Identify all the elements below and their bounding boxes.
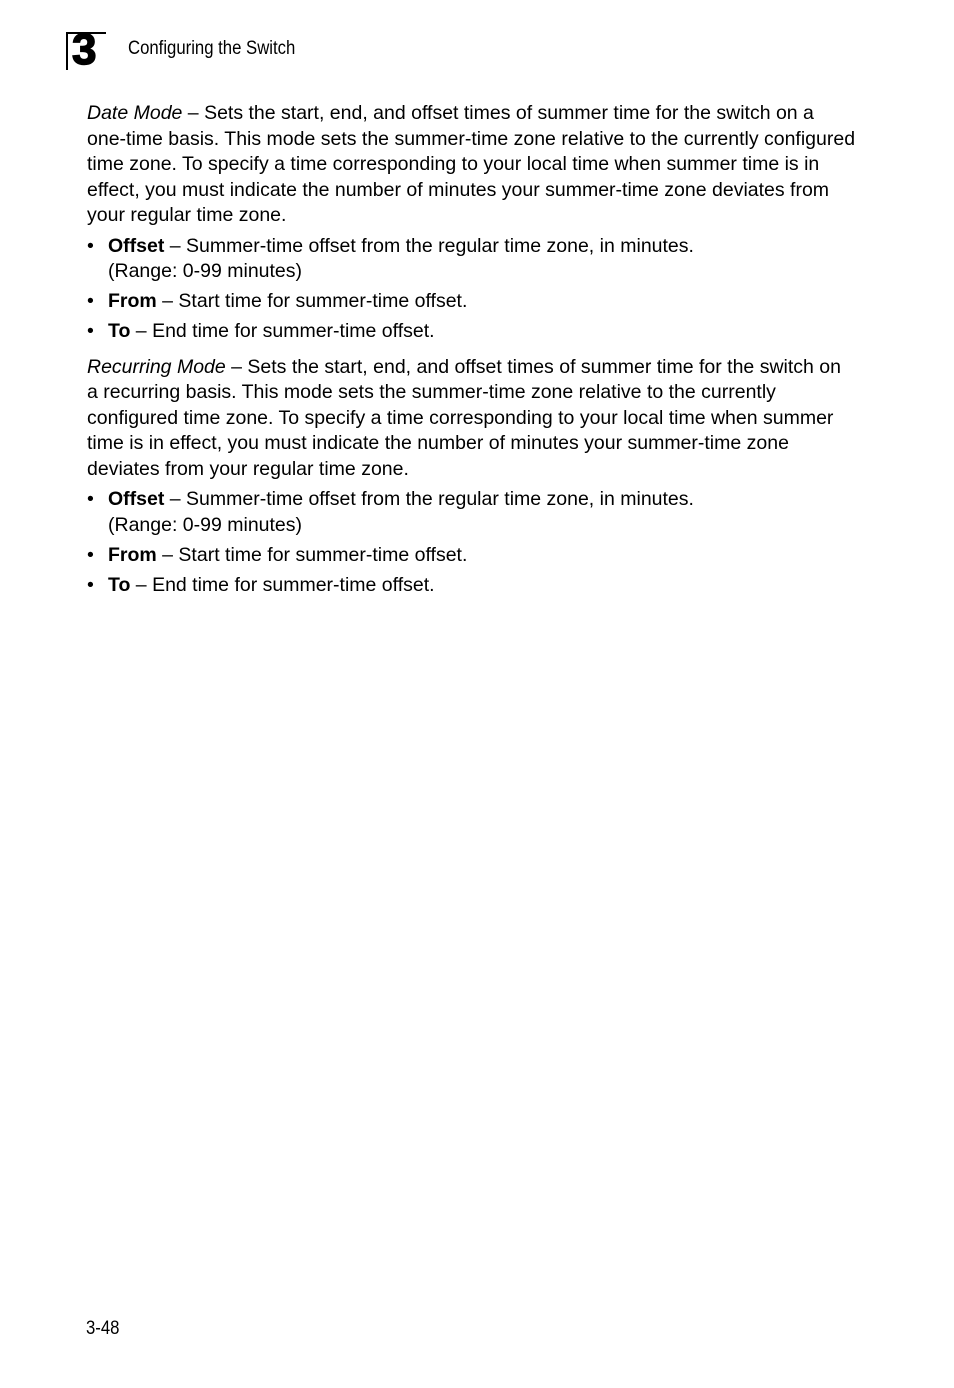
bullet-term-offset: Offset [108,234,165,257]
bullet-note: (Range: 0-99 minutes) [108,260,303,282]
list-item [87,289,857,315]
date-mode-paragraph [87,101,857,229]
recurring-mode-description: – Sets the start, end, and offset times of summer time for the switch on a recurring basis. This mode sets the summer-time zone relative to the currently configured time zone. To specify a time corresponding to your local time when summer time is in effect, you must indicate the number of minutes your summer-time zone deviates from your regular time zone. [87,355,841,480]
bullet-term-from: From [108,290,157,312]
bullet-text: – Start time for summer-time offset. [156,290,468,312]
page-content [87,101,857,608]
recurring-mode-term: Recurring Mode [87,355,226,378]
bullet-term-to: To [108,573,131,596]
list-item [87,573,857,599]
bullet-note: (Range: 0-99 minutes) [108,513,303,536]
bullet-text: – Start time for summer-time offset. [156,543,468,566]
chapter-number: 3 [72,25,97,74]
recurring-mode-paragraph [87,355,857,483]
date-mode-description: – Sets the start, end, and offset times of summer time for the switch on a one-time basis. This mode sets the summer-time zone relative to the currently configured time zone. To specify a time corresponding to your local time when summer time is in effect, you must indicate the number of minutes your summer-time zone deviates from your regular time zone. [87,102,856,226]
chapter-title: Configuring the Switch [128,38,296,59]
date-mode-term: Date Mode [87,102,183,124]
list-item [87,234,857,285]
bullet-text: – Summer-time offset from the regular time zone, in minutes. [164,234,694,257]
bullet-term-from: From [108,543,157,566]
recurring-mode-bullet-list [87,487,857,598]
list-item [87,319,857,345]
page-number: 3-48 [86,1318,120,1339]
bullet-term-to: To [108,320,131,342]
bullet-text: – End time for summer-time offset. [130,573,435,596]
list-item [87,487,857,538]
bullet-term-offset: Offset [108,488,165,510]
list-item [87,543,857,569]
bullet-text: – End time for summer-time offset. [130,320,435,342]
chapter-badge [66,25,106,74]
bullet-text: – Summer-time offset from the regular time zone, in minutes. [164,488,694,510]
date-mode-bullet-list [87,234,857,345]
